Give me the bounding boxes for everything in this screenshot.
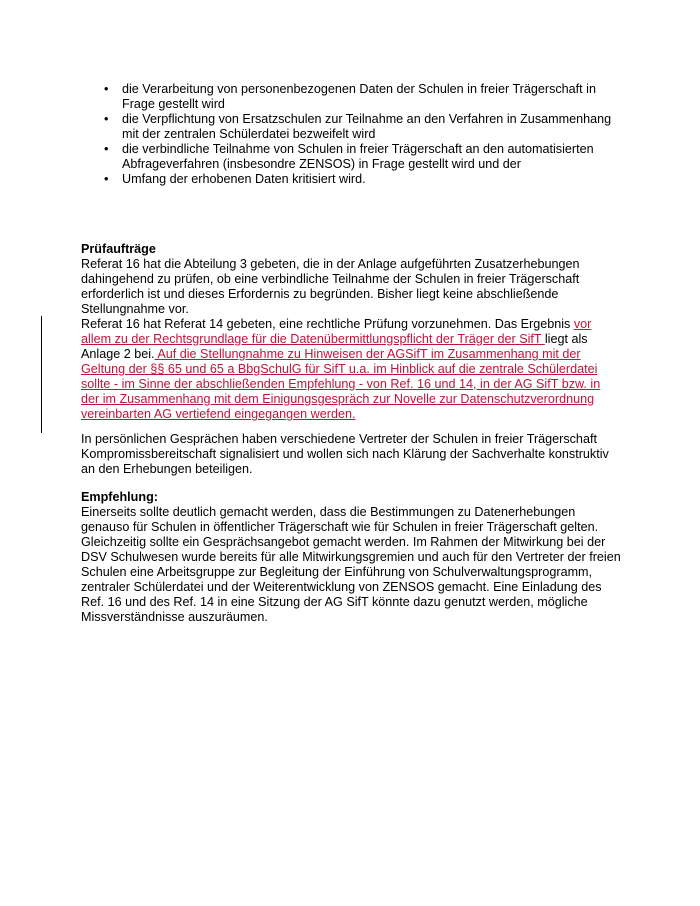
bullet-item (104, 172, 624, 187)
bullet-item (104, 112, 624, 142)
bullet-icon: • (104, 142, 109, 156)
bullet-icon: • (104, 172, 109, 186)
pruefauftraege-heading: Prüfaufträge (81, 242, 156, 256)
paragraph-text: liegt als Anlage 2 bei. (81, 332, 588, 361)
bullet-text: Umfang der erhobenen Daten kritisiert wird. (122, 172, 366, 186)
bullet-text: die Verarbeitung von personenbezogenen Daten der Schulen in freier Trägerschaft in Frage gestellt wird (122, 82, 596, 111)
revision-change-bar (41, 316, 42, 433)
bullet-icon: • (104, 82, 109, 96)
bullet-list (104, 82, 624, 187)
tracked-insertion: Auf die Stellungnahme zu Hinweisen der AGSifT im Zusammenhang mit der Geltung der §§ 65 und 65 a BbgSchulG für SifT u.a. im Hinblick auf die zentrale Schülerdatei sollte - im Sinne der abschließenden Empfehlung - von Ref. 16 und 14, in der AG SifT bzw. in der im Zusammenhang mit dem Einigungsgespräch zur Novelle zur Datenschutzverordnung vereinbarten AG vertiefend eingegangen werden. (81, 347, 601, 421)
pruefauftraege-paragraph-2 (81, 317, 621, 422)
pruefauftraege-section (81, 242, 621, 422)
bullet-item (104, 82, 624, 112)
pruefauftraege-paragraph-1: Referat 16 hat die Abteilung 3 gebeten, die in der Anlage aufgeführten Zusatzerhebungen dahingehend zu prüfen, ob eine verbindliche Teilnahme der Schulen in freier Trägerschaft erforderlich ist und dieses Erfordernis zu begründen. Bisher liegt keine abschließende Stellungnahme vor. (81, 257, 580, 316)
gespraeche-paragraph: In persönlichen Gesprächen haben verschiedene Vertreter der Schulen in freier Trägerschaft Kompromissbereitschaft signalisiert und wollen sich nach Klärung der Sachverhalte konstruktiv an den Erhebungen beteiligen. (81, 432, 609, 476)
bullet-icon: • (104, 112, 109, 126)
bullet-text: die Verpflichtung von Ersatzschulen zur Teilnahme an den Verfahren in Zusammenhang mit der zentralen Schülerdatei bezweifelt wird (122, 112, 612, 141)
empfehlung-paragraph: Einerseits sollte deutlich gemacht werden, dass die Bestimmungen zu Datenerhebungen genauso für Schulen in öffentlicher Trägerschaft wie für Schulen in freier Trägerschaft gelten. Gleichzeitig sollte ein Gesprächsangebot gemacht werden. Im Rahmen der Mitwirkung bei der DSV Schulwesen wurde bereits für alle Mitwirkungsgremien und auch für den Vertreter der freien Schulen eine Arbeitsgruppe zur Begleitung der Einführung von Schulverwaltungsprogramm, zentraler Schülerdatei und der Weiterentwicklung von ZENSOS gemacht. Eine Einladung des Ref. 16 und des Ref. 14 in eine Sitzung der AG SifT könnte dazu genutzt werden, mögliche Missverständnisse auszuräumen. (81, 505, 621, 624)
tracked-insertion: vor allem zu der Rechtsgrundlage für die Datenübermittlungspflicht der Träger der SifT (81, 317, 592, 346)
empfehlung-heading: Empfehlung: (81, 490, 158, 504)
gespraeche-section (81, 432, 621, 477)
bullet-text: die verbindliche Teilnahme von Schulen in freier Trägerschaft an den automatisierten Abfrageverfahren (insbesondre ZENSOS) in Frage gestellt wird und der (122, 142, 594, 171)
bullet-item (104, 142, 624, 172)
empfehlung-section (81, 490, 621, 625)
paragraph-text: Referat 16 hat Referat 14 gebeten, eine rechtliche Prüfung vorzunehmen. Das Ergebnis (81, 317, 574, 331)
